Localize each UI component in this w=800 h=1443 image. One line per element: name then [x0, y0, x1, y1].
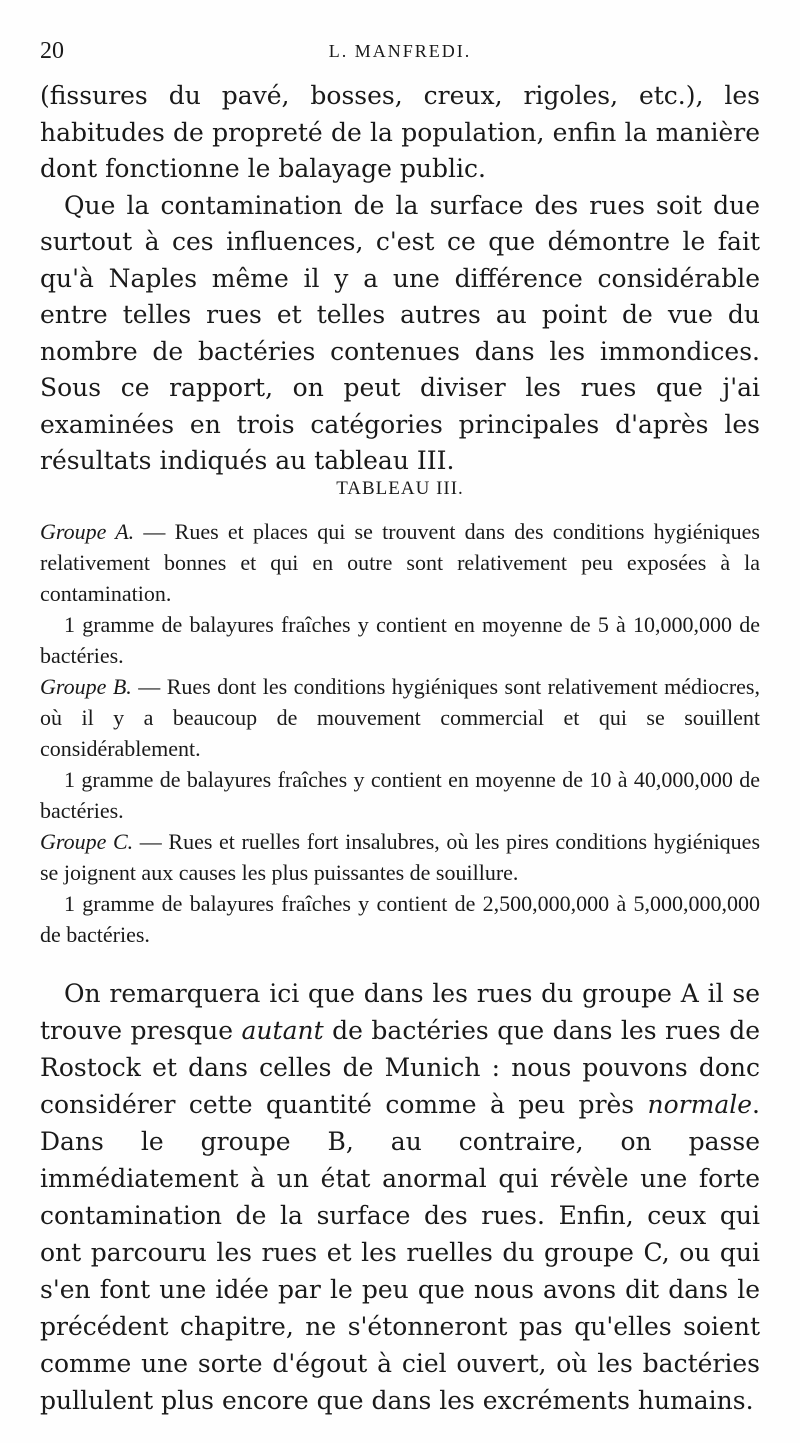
group-a-text: — Rues et places qui se trouvent dans des conditions hygiéniques relativement bonnes et qui en outre sont relativement peu exposées à la contamination.: [40, 519, 760, 606]
group-b-description: [40, 671, 760, 764]
conclusion-part-3: . Dans le groupe B, au contraire, on passe immédiatement à un état anormal qui révèle une forte contamination de la surface des rues. Enfin, ceux qui ont parcouru les rues et les ruelles du groupe C, ou qui s'en font une idée par le peu que nous avons dit dans le précédent chapitre, ne s'étonneront pas qu'elles soient comme une sorte d'égout à ciel ouvert, où les bactéries pullulent plus encore que dans les excréments humains.: [40, 1090, 760, 1415]
conclusion-part-1: On remarquera ici que dans les rues du groupe A il se trouve presque: [40, 979, 760, 1045]
group-c-description: [40, 826, 760, 888]
group-c-label: Groupe C.: [40, 829, 134, 854]
group-b-result: 1 gramme de balayures fraîches y contient en moyenne de 10 à 40,000,000 de bactéries.: [40, 767, 760, 823]
running-head: L. MANFREDI.: [328, 41, 472, 61]
table-iii: [40, 478, 760, 950]
group-a-description: [40, 516, 760, 609]
table-title: TABLEAU III.: [336, 478, 464, 499]
group-b-label: Groupe B.: [40, 674, 132, 699]
group-c-text: — Rues et ruelles fort insalubres, où les pires conditions hygiéniques se joignent aux causes les plus puissantes de souillure.: [40, 829, 761, 885]
emphasis-normale: normale: [647, 1090, 753, 1119]
page-header: [40, 38, 760, 68]
group-a-label: Groupe A.: [40, 519, 135, 544]
page-number: 20: [40, 38, 64, 64]
intro-text: [40, 78, 760, 480]
group-c-result: 1 gramme de balayures fraîches y contient de 2,500,000,000 à 5,000,000,000 de bactéries.: [40, 891, 760, 947]
group-b-text: — Rues dont les conditions hygiéniques sont relativement médiocres, où il y a beaucoup de mouvement commercial et qui se souillent considérablement.: [40, 674, 760, 761]
paragraph-continuation: (fissures du pavé, bosses, creux, rigoles, etc.), les habitudes de propreté de la population, enfin la manière dont fonctionne le balayage public.: [40, 81, 760, 183]
conclusion-part-2: de bactéries que dans les rues de Rostock et dans celles de Munich : nous pouvons donc considérer cette quantité comme à peu près: [40, 1016, 760, 1119]
paragraph-conclusion: [40, 975, 760, 1419]
emphasis-autant: autant: [241, 1016, 324, 1045]
group-a-result: 1 gramme de balayures fraîches y contient en moyenne de 5 à 10,000,000 de bactéries.: [40, 612, 760, 668]
paragraph-contamination: Que la contamination de la surface des rues soit due surtout à ces influences, c'est ce que démontre le fait qu'à Naples même il y a une différence considérable entre telles rues et telles autres au point de vue du nombre de bactéries contenues dans les immondices. Sous ce rapport, on peut diviser les rues que j'ai examinées en trois catégories principales d'après les résultats indiqués au tableau III.: [40, 190, 760, 475]
closing-text: [40, 975, 760, 1419]
